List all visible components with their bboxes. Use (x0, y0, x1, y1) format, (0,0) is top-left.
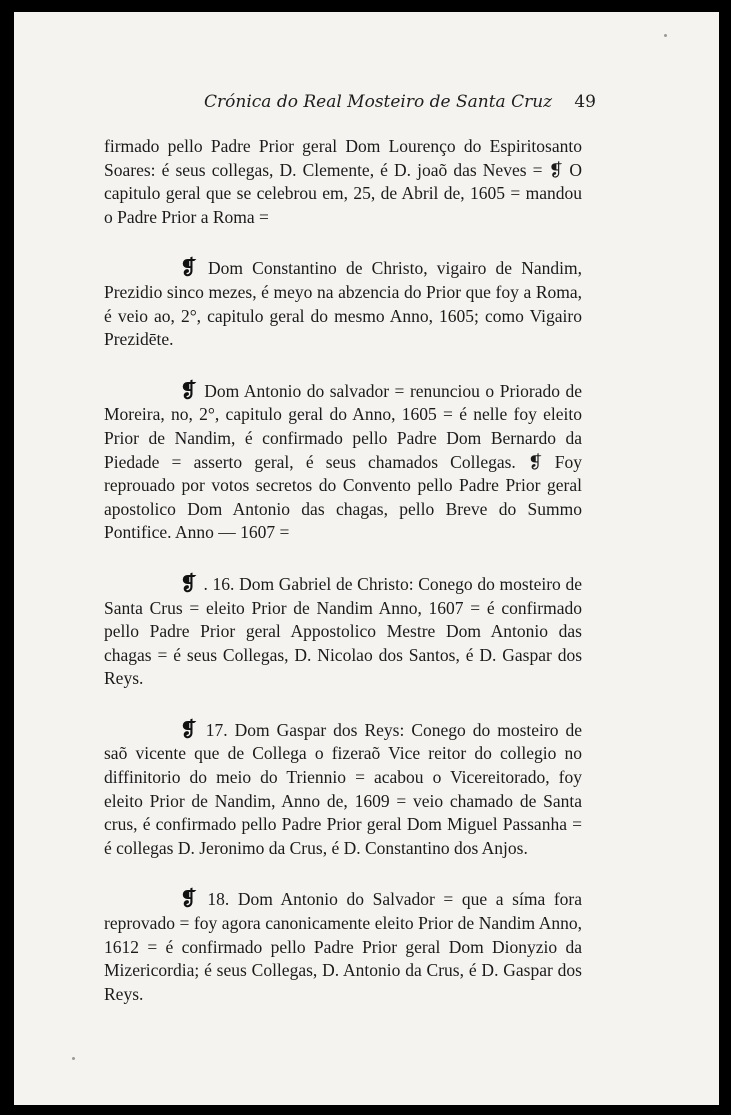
paragraph-text: Dom Constantino de Christo, vigairo de Nandim, Prezidio sinco mezes, é meyo na abzencia do Prior que foy a Roma, é veio ao, 2°, capitulo geral do mesmo Anno, 1605; como Vigairo Prezidēte. (104, 258, 583, 350)
page-header (104, 92, 604, 116)
paragraph-text: Dom Antonio do salvador = renunciou o Priorado de Moreira, no, 2°, capitulo geral do Anno, 1605 = é nelle foy eleito Prior de Nandim, é confirmado pello Padre Dom Bernardo da Piedade = asserto geral, é seus chamados Collegas. ❡ Foy reprouado por votos secretos do Convento pello Padre Prior geral apostolico Dom Antonio das chagas, pello Breve do Summo Pontifice. Anno — 1607 = (104, 380, 583, 543)
paragraph-4 (104, 573, 582, 691)
paragraph-mark-icon: ❡ (180, 718, 197, 741)
paragraph-text: 18. Dom Antonio do Salvador = que a síma fora reprovado = foy agora canonicamente eleito Prior de Nandim Anno, 1612 = é confirmado pello Padre Prior geral Dom Dionyzio da Mizericordia; é seus Collegas, D. Antonio da Crus, é D. Gaspar dos Reys. (104, 889, 583, 1004)
paragraph-mark-icon: ❡ (180, 888, 197, 911)
paragraph-text: 17. Dom Gaspar dos Reys: Conego do mosteiro de saõ vicente que de Collega o fizeraõ Vice reitor do collegio no diffinitorio do meio do Triennio = acabou o Vicereitorado, foy eleito Prior de Nandim, Anno de, 1609 = veio chamado de Santa crus, é confirmado pello Padre Prior geral Dom Miguel Passanha = é collegas D. Jeronimo da Crus, é D. Constantino dos Anjos. (104, 719, 583, 858)
paragraph-1 (104, 135, 582, 229)
paragraph-2 (104, 257, 582, 351)
page-number: 49 (574, 92, 596, 112)
paragraph-3 (104, 380, 582, 545)
paragraph-mark-icon: ❡ (180, 572, 197, 595)
page-body (104, 135, 582, 1034)
scan-speck (664, 34, 667, 37)
document-page (14, 12, 719, 1105)
paragraph-text: . 16. Dom Gabriel de Christo: Conego do mosteiro de Santa Crus = eleito Prior de Nandim Anno, 1607 = é confirmado pello Padre Prior geral Appostolico Mestre Dom Antonio das chagas = é seus Collegas, D. Nicolao dos Santos, é D. Gaspar dos Reys. (104, 573, 583, 689)
paragraph-mark-icon: ❡ (180, 379, 197, 402)
paragraph-text: firmado pello Padre Prior geral Dom Lourenço do Espiritosanto Soares: é seus collegas, D. Clemente, é D. joaõ das Neves = ❡ O capitulo geral que se celebrou em, 25, de Abril de, 1605 = mandou o Padre Prior a Roma = (104, 136, 582, 227)
paragraph-6 (104, 888, 582, 1006)
paragraph-mark-icon: ❡ (180, 257, 197, 280)
running-title: Crónica do Real Mosteiro de Santa Cruz (204, 92, 553, 112)
paragraph-5 (104, 719, 582, 861)
scan-speck (72, 1057, 75, 1060)
